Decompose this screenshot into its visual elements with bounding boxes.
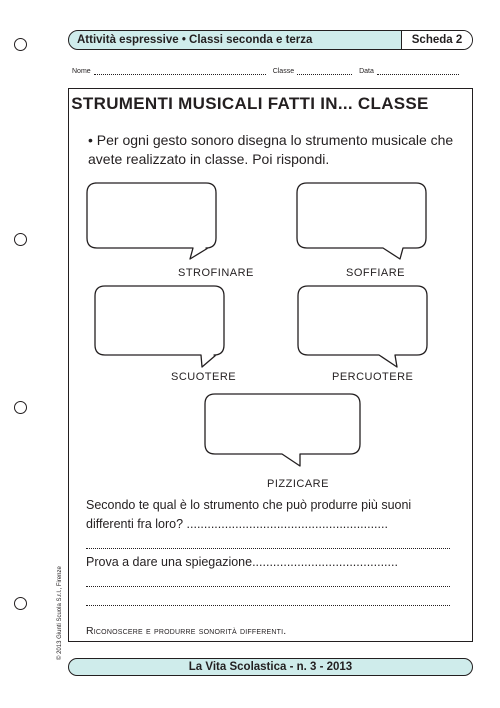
- question-line-2[interactable]: differenti fra loro? ..........................................................: [86, 517, 388, 531]
- class-field[interactable]: [273, 67, 352, 75]
- copyright-note: © 2013 Giunti Scuola S.r.l., Firenze: [57, 566, 63, 660]
- footer-text: La Vita Scolastica - n. 3 - 2013: [188, 661, 353, 673]
- answer-line-2[interactable]: [86, 575, 450, 587]
- drawing-bubble-percuotere[interactable]: [297, 285, 429, 370]
- binder-hole-3: [14, 401, 27, 414]
- class-line: [297, 67, 352, 75]
- action-label-strofinare: STROFINARE: [178, 267, 254, 279]
- name-field[interactable]: [72, 67, 266, 75]
- footer-bar: [68, 658, 473, 676]
- binder-hole-4: [14, 597, 27, 610]
- instruction-text: • Per ogni gesto sonoro disegna lo strumento musicale che avete realizzato in classe. Poi rispondi.: [88, 132, 454, 167]
- action-label-percuotere: PERCUOTERE: [332, 371, 414, 383]
- worksheet-number-tab: Scheda 2: [401, 31, 472, 49]
- date-field[interactable]: [359, 67, 459, 75]
- header-title: Attività espressive • Classi seconda e terza: [77, 34, 313, 46]
- binder-hole-2: [14, 233, 27, 246]
- action-label-soffiare: SOFFIARE: [346, 267, 406, 279]
- drawing-bubble-strofinare[interactable]: [86, 182, 218, 262]
- date-line: [377, 67, 459, 75]
- question-line-3[interactable]: Prova a dare una spiegazione..........................................: [86, 555, 398, 569]
- class-label: Classe: [272, 68, 295, 75]
- action-label-scuotere: SCUOTERE: [171, 371, 237, 383]
- answer-line-1[interactable]: [86, 537, 450, 549]
- drawing-bubble-soffiare[interactable]: [296, 182, 428, 262]
- worksheet-title: STRUMENTI MUSICALI FATTI IN... CLASSE: [71, 94, 429, 113]
- student-info-fields: [72, 67, 472, 75]
- binder-hole-1: [14, 38, 27, 51]
- question-line-1: Secondo te qual è lo strumento che può produrre più suoni: [86, 498, 412, 512]
- drawing-bubble-pizzicare[interactable]: [204, 393, 362, 468]
- name-line: [94, 67, 266, 75]
- name-label: Nome: [72, 68, 91, 75]
- drawing-bubble-scuotere[interactable]: [94, 285, 226, 370]
- header-bar: [68, 30, 473, 50]
- learning-goal: Riconoscere e produrre sonorità differenti.: [86, 625, 287, 637]
- date-label: Data: [359, 68, 374, 75]
- action-label-pizzicare: PIZZICARE: [267, 478, 329, 490]
- answer-line-3[interactable]: [86, 594, 450, 606]
